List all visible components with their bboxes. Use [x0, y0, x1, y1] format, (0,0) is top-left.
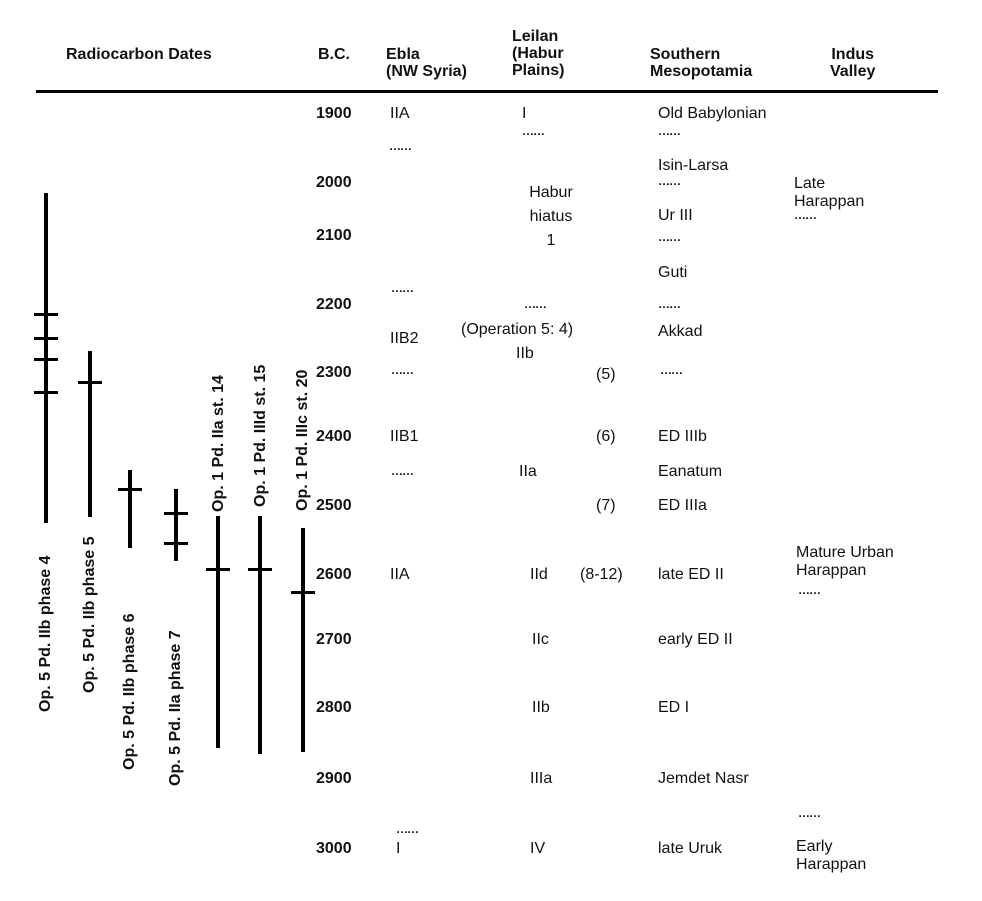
sample-tick-phase-4 [34, 391, 58, 394]
southern-guti: Guti [658, 264, 688, 281]
southern-ed-I: ED I [658, 699, 690, 716]
sample-tick-phase-4 [34, 358, 58, 361]
ebla-IIA-mid: IIA [390, 566, 410, 583]
leilan-IIc: IIc [532, 631, 549, 648]
sample-label-phase-7: Op. 5 Pd. IIa phase 7 [167, 630, 184, 786]
sample-label-st-15: Op. 1 Pd. IIId st. 15 [252, 364, 269, 507]
header-bc: B.C. [318, 46, 350, 63]
southern-late-ed-II: late ED II [658, 566, 724, 583]
year-2800: 2800 [316, 699, 352, 716]
year-2000: 2000 [316, 174, 352, 191]
sample-tick-phase-7 [164, 542, 188, 545]
leilan-IIb-top: IIb [516, 345, 534, 362]
header-radiocarbon-dates: Radiocarbon Dates [66, 46, 212, 63]
ebla-IIA-top: IIA [390, 105, 410, 122]
sample-tick-phase-4 [34, 337, 58, 340]
year-2700: 2700 [316, 631, 352, 648]
year-2900: 2900 [316, 770, 352, 787]
sample-label-st-14: Op. 1 Pd. IIa st. 14 [210, 375, 227, 512]
ebla-dots: …… [391, 464, 413, 478]
sample-label-phase-6: Op. 5 Pd. IIb phase 6 [121, 613, 138, 770]
indus-dots: …… [798, 583, 820, 597]
ebla-IIB2: IIB2 [390, 330, 419, 347]
year-2500: 2500 [316, 497, 352, 514]
indus-dots: …… [798, 806, 820, 820]
sample-tick-st-20 [291, 591, 315, 594]
indus-dots: …… [794, 208, 816, 222]
leilan-habur-hiatus: Habur hiatus 1 [529, 184, 573, 249]
southern-late-uruk: late Uruk [658, 840, 723, 857]
header-southern-mesopotamia: Southern Mesopotamia [650, 46, 753, 80]
year-2200: 2200 [316, 296, 352, 313]
leilan-IIb: IIb [532, 699, 550, 716]
indus-early-harappan: Early Harappan [796, 838, 867, 873]
sample-tick-st-14 [206, 568, 230, 571]
year-1900: 1900 [316, 105, 352, 122]
sample-tick-phase-6 [118, 488, 142, 491]
indus-late-harappan: Late Harappan [794, 175, 865, 210]
leilan-dots: …… [524, 297, 546, 311]
southern-jemdet-nasr: Jemdet Nasr [658, 770, 749, 787]
sample-tick-phase-7 [164, 512, 188, 515]
leilan-IIIa: IIIa [530, 770, 553, 787]
southern-dots: …… [658, 174, 680, 188]
leilan-phase-5: (5) [596, 366, 616, 383]
sample-bar-phase-6 [128, 470, 132, 548]
southern-isin-larsa: Isin-Larsa [658, 157, 729, 174]
header-leilan: Leilan (Habur Plains) [512, 28, 565, 79]
year-2600: 2600 [316, 566, 352, 583]
sample-bar-st-15 [258, 516, 262, 754]
year-2300: 2300 [316, 364, 352, 381]
sample-bar-st-14 [216, 516, 220, 748]
leilan-operation-5-4: (Operation 5: 4) [461, 321, 574, 338]
southern-dots: …… [658, 124, 680, 138]
leilan-IV: IV [530, 840, 546, 857]
sample-tick-st-15 [248, 568, 272, 571]
year-2100: 2100 [316, 227, 352, 244]
sample-bar-phase-7 [174, 489, 178, 561]
southern-akkad: Akkad [658, 323, 703, 340]
year-2400: 2400 [316, 428, 352, 445]
sample-label-st-20: Op. 1 Pd. IIIc st. 20 [294, 369, 311, 511]
leilan-phase-6: (6) [596, 428, 616, 445]
southern-dots: …… [658, 230, 680, 244]
leilan-phase-8-12: (8-12) [580, 566, 623, 583]
header-ebla: Ebla (NW Syria) [386, 46, 467, 80]
southern-early-ed-II: early ED II [658, 631, 733, 648]
ebla-I: I [396, 840, 401, 857]
ebla-dots: …… [391, 281, 413, 295]
indus-mature-urban-harappan: Mature Urban Harappan [796, 544, 894, 579]
ebla-IIB1: IIB1 [390, 428, 419, 445]
ebla-dots: …… [389, 139, 411, 153]
sample-bar-st-20 [301, 528, 305, 752]
southern-eanatum: Eanatum [658, 463, 723, 480]
leilan-dots: …… [522, 124, 544, 138]
year-3000: 3000 [316, 840, 352, 857]
ebla-dots: …… [396, 822, 418, 836]
leilan-phase-7: (7) [596, 497, 616, 514]
ebla-dots: …… [391, 363, 413, 377]
leilan-IId: IId [530, 566, 548, 583]
header-indus-valley: Indus Valley [830, 46, 876, 80]
southern-dots: …… [658, 297, 680, 311]
southern-old-babylonian: Old Babylonian [658, 105, 767, 122]
sample-bar-phase-5 [88, 351, 92, 517]
header-rule [36, 90, 938, 93]
southern-ed-IIIb: ED IIIb [658, 428, 707, 445]
leilan-I: I [522, 105, 527, 122]
leilan-IIa: IIa [519, 463, 537, 480]
sample-label-phase-4: Op. 5 Pd. IIb phase 4 [37, 555, 54, 712]
southern-dots: …… [660, 363, 682, 377]
sample-tick-phase-5 [78, 381, 102, 384]
sample-label-phase-5: Op. 5 Pd. IIb phase 5 [81, 536, 98, 693]
southern-ed-IIIa: ED IIIa [658, 497, 707, 514]
sample-tick-phase-4 [34, 313, 58, 316]
southern-ur-III: Ur III [658, 207, 693, 224]
